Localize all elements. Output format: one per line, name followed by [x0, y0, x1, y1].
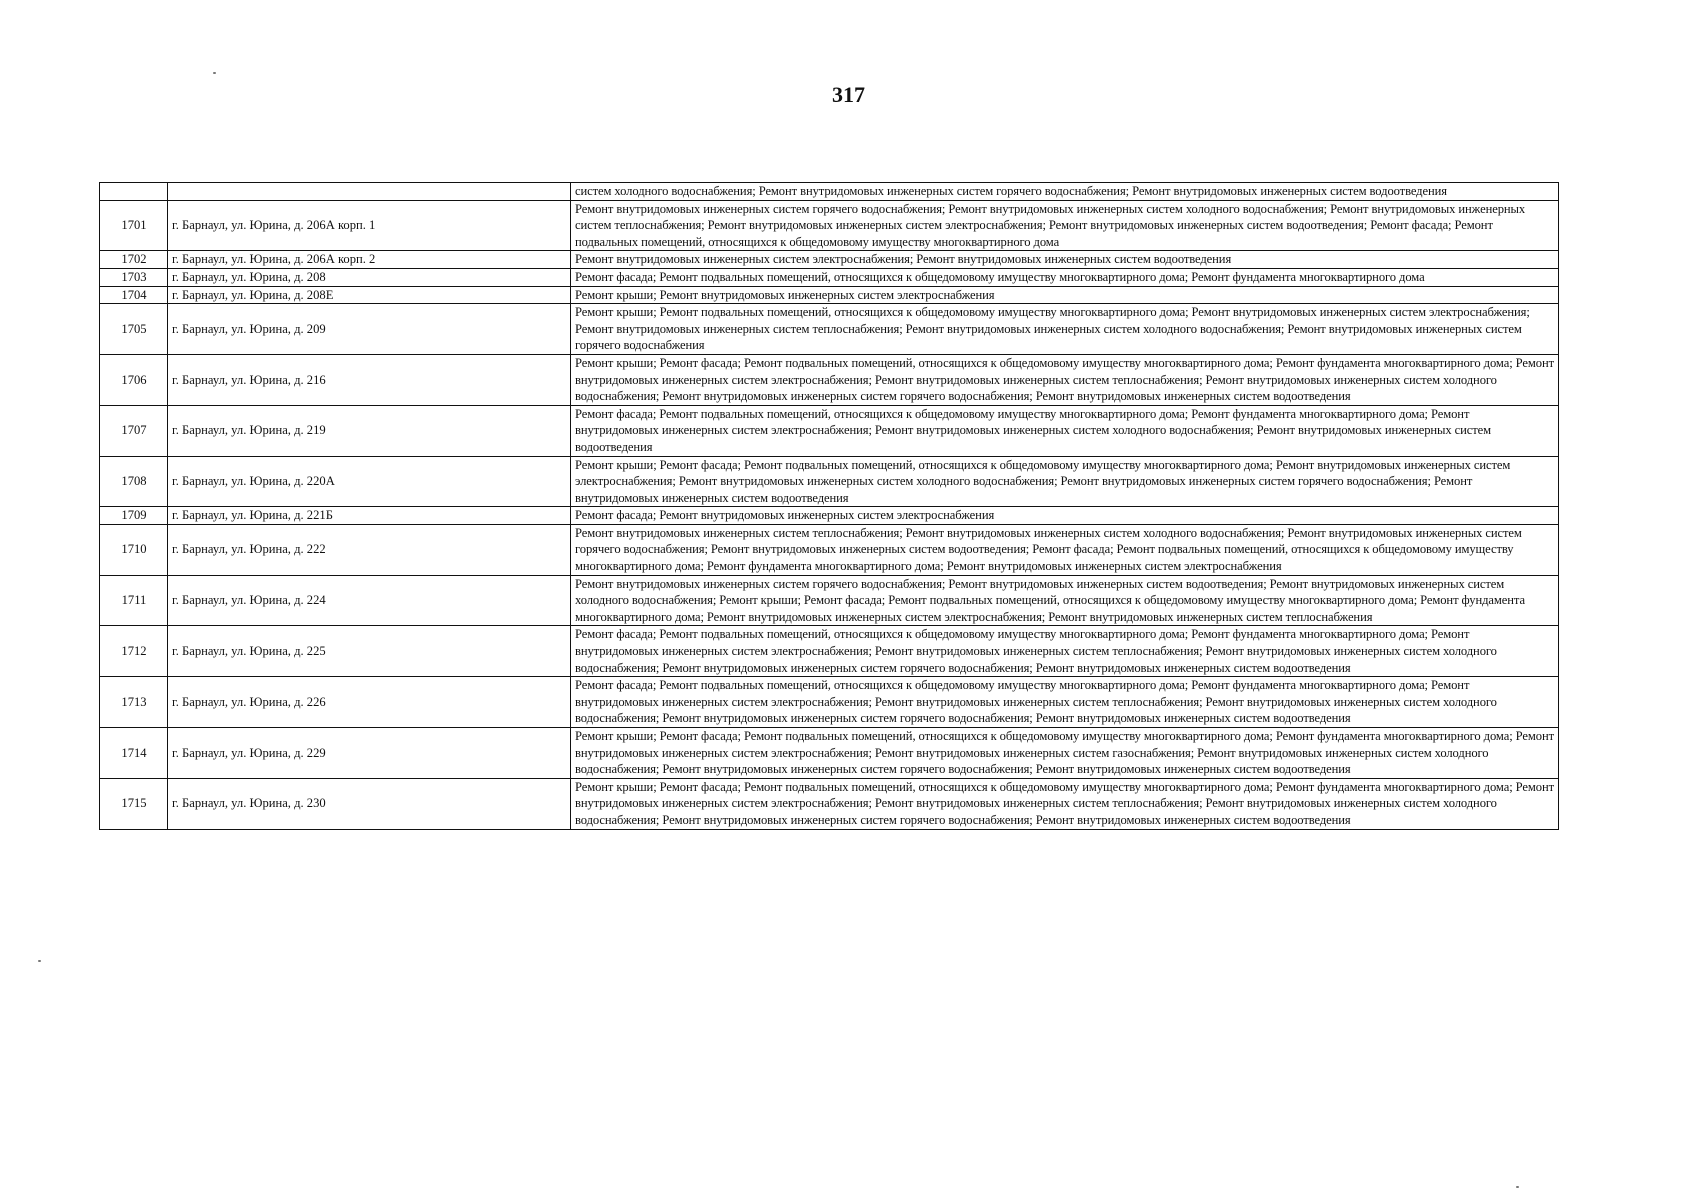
table-row: [100, 354, 1559, 405]
row-number: 1708: [100, 456, 168, 507]
table-row: [100, 251, 1559, 269]
table-row: [100, 456, 1559, 507]
row-works: Ремонт фасада; Ремонт подвальных помещений, относящихся к общедомовому имуществу многоквартирного дома; Ремонт фундамента многоквартирного дома; Ремонт внутридомовых инженерных систем электроснабжения; Ремонт внутридомовых инженерных систем холодного водоснабжения; Ремонт внутридомовых инженерных систем водоотведения: [571, 405, 1559, 456]
table-row: [100, 405, 1559, 456]
row-number: 1706: [100, 354, 168, 405]
table-row: [100, 304, 1559, 355]
row-address: г. Барнаул, ул. Юрина, д. 220А: [168, 456, 571, 507]
row-address: г. Барнаул, ул. Юрина, д. 226: [168, 677, 571, 728]
row-works: Ремонт крыши; Ремонт фасада; Ремонт подвальных помещений, относящихся к общедомовому имуществу многоквартирного дома; Ремонт фундамента многоквартирного дома; Ремонт внутридомовых инженерных систем электроснабжения; Ремонт внутридомовых инженерных систем теплоснабжения; Ремонт внутридомовых инженерных систем холодного водоснабжения; Ремонт внутридомовых инженерных систем горячего водоснабжения; Ремонт внутридомовых инженерных систем водоотведения: [571, 354, 1559, 405]
row-address: г. Барнаул, ул. Юрина, д. 224: [168, 575, 571, 626]
row-works: Ремонт внутридомовых инженерных систем горячего водоснабжения; Ремонт внутридомовых инженерных систем холодного водоснабжения; Ремонт внутридомовых инженерных систем теплоснабжения; Ремонт внутридомовых инженерных систем электроснабжения; Ремонт внутридомовых инженерных систем водоотведения; Ремонт фасада; Ремонт подвальных помещений, относящихся к общедомовому имуществу многоквартирного дома: [571, 200, 1559, 251]
table-row: [100, 200, 1559, 251]
table-row: [100, 677, 1559, 728]
row-number: 1714: [100, 728, 168, 779]
row-number: 1702: [100, 251, 168, 269]
table-row: [100, 286, 1559, 304]
row-works: Ремонт внутридомовых инженерных систем горячего водоснабжения; Ремонт внутридомовых инженерных систем водоотведения; Ремонт внутридомовых инженерных систем холодного водоснабжения; Ремонт крыши; Ремонт фасада; Ремонт подвальных помещений, относящихся к общедомовому имуществу многоквартирного дома; Ремонт фундамента многоквартирного дома; Ремонт внутридомовых инженерных систем электроснабжения; Ремонт внутридомовых инженерных систем теплоснабжения: [571, 575, 1559, 626]
table-row: [100, 575, 1559, 626]
table-row: [100, 524, 1559, 575]
row-address: [168, 183, 571, 201]
row-number: 1704: [100, 286, 168, 304]
scan-speck: [1516, 1186, 1519, 1188]
row-number: 1703: [100, 268, 168, 286]
row-address: г. Барнаул, ул. Юрина, д. 206А корп. 1: [168, 200, 571, 251]
row-address: г. Барнаул, ул. Юрина, д. 208Е: [168, 286, 571, 304]
row-works: Ремонт фасада; Ремонт подвальных помещений, относящихся к общедомовому имуществу многоквартирного дома; Ремонт фундамента многоквартирного дома; Ремонт внутридомовых инженерных систем электроснабжения; Ремонт внутридомовых инженерных систем теплоснабжения; Ремонт внутридомовых инженерных систем холодного водоснабжения; Ремонт внутридомовых инженерных систем горячего водоснабжения; Ремонт внутридомовых инженерных систем водоотведения: [571, 677, 1559, 728]
row-number: [100, 183, 168, 201]
row-number: 1707: [100, 405, 168, 456]
repair-works-table-container: [99, 182, 1558, 830]
row-address: г. Барнаул, ул. Юрина, д. 216: [168, 354, 571, 405]
row-address: г. Барнаул, ул. Юрина, д. 222: [168, 524, 571, 575]
row-number: 1701: [100, 200, 168, 251]
row-address: г. Барнаул, ул. Юрина, д. 221Б: [168, 507, 571, 525]
row-works: Ремонт внутридомовых инженерных систем электроснабжения; Ремонт внутридомовых инженерных систем водоотведения: [571, 251, 1559, 269]
row-number: 1711: [100, 575, 168, 626]
row-address: г. Барнаул, ул. Юрина, д. 229: [168, 728, 571, 779]
table-row: [100, 626, 1559, 677]
row-works: Ремонт крыши; Ремонт внутридомовых инженерных систем электроснабжения: [571, 286, 1559, 304]
row-works: Ремонт фасада; Ремонт внутридомовых инженерных систем электроснабжения: [571, 507, 1559, 525]
row-address: г. Барнаул, ул. Юрина, д. 230: [168, 778, 571, 829]
row-works: Ремонт крыши; Ремонт фасада; Ремонт подвальных помещений, относящихся к общедомовому имуществу многоквартирного дома; Ремонт фундамента многоквартирного дома; Ремонт внутридомовых инженерных систем электроснабжения; Ремонт внутридомовых инженерных систем газоснабжения; Ремонт внутридомовых инженерных систем холодного водоснабжения; Ремонт внутридомовых инженерных систем горячего водоснабжения; Ремонт внутридомовых инженерных систем водоотведения: [571, 728, 1559, 779]
row-works: Ремонт крыши; Ремонт фасада; Ремонт подвальных помещений, относящихся к общедомовому имуществу многоквартирного дома; Ремонт фундамента многоквартирного дома; Ремонт внутридомовых инженерных систем электроснабжения; Ремонт внутридомовых инженерных систем теплоснабжения; Ремонт внутридомовых инженерных систем холодного водоснабжения; Ремонт внутридомовых инженерных систем горячего водоснабжения; Ремонт внутридомовых инженерных систем водоотведения: [571, 778, 1559, 829]
row-works: Ремонт крыши; Ремонт подвальных помещений, относящихся к общедомовому имуществу многоквартирного дома; Ремонт внутридомовых инженерных систем электроснабжения; Ремонт внутридомовых инженерных систем теплоснабжения; Ремонт внутридомовых инженерных систем холодного водоснабжения; Ремонт внутридомовых инженерных систем горячего водоснабжения: [571, 304, 1559, 355]
repair-works-table: [99, 182, 1559, 830]
table-row: [100, 778, 1559, 829]
row-number: 1705: [100, 304, 168, 355]
row-address: г. Барнаул, ул. Юрина, д. 225: [168, 626, 571, 677]
scan-speck: [38, 960, 41, 962]
row-works: Ремонт фасада; Ремонт подвальных помещений, относящихся к общедомовому имуществу многоквартирного дома; Ремонт фундамента многоквартирного дома: [571, 268, 1559, 286]
row-works: систем холодного водоснабжения; Ремонт внутридомовых инженерных систем горячего водоснабжения; Ремонт внутридомовых инженерных систем водоотведения: [571, 183, 1559, 201]
row-works: Ремонт фасада; Ремонт подвальных помещений, относящихся к общедомовому имуществу многоквартирного дома; Ремонт фундамента многоквартирного дома; Ремонт внутридомовых инженерных систем электроснабжения; Ремонт внутридомовых инженерных систем теплоснабжения; Ремонт внутридомовых инженерных систем холодного водоснабжения; Ремонт внутридомовых инженерных систем горячего водоснабжения; Ремонт внутридомовых инженерных систем водоотведения: [571, 626, 1559, 677]
table-row: [100, 728, 1559, 779]
row-address: г. Барнаул, ул. Юрина, д. 219: [168, 405, 571, 456]
table-body: [100, 183, 1559, 830]
row-number: 1712: [100, 626, 168, 677]
row-works: Ремонт внутридомовых инженерных систем теплоснабжения; Ремонт внутридомовых инженерных систем холодного водоснабжения; Ремонт внутридомовых инженерных систем горячего водоснабжения; Ремонт внутридомовых инженерных систем водоотведения; Ремонт фасада; Ремонт подвальных помещений, относящихся к общедомовому имуществу многоквартирного дома; Ремонт фундамента многоквартирного дома; Ремонт внутридомовых инженерных систем электроснабжения: [571, 524, 1559, 575]
row-address: г. Барнаул, ул. Юрина, д. 209: [168, 304, 571, 355]
row-address: г. Барнаул, ул. Юрина, д. 208: [168, 268, 571, 286]
row-number: 1709: [100, 507, 168, 525]
row-number: 1713: [100, 677, 168, 728]
table-row: [100, 268, 1559, 286]
row-number: 1710: [100, 524, 168, 575]
row-number: 1715: [100, 778, 168, 829]
table-row: [100, 183, 1559, 201]
page-number: 317: [832, 82, 865, 107]
row-works: Ремонт крыши; Ремонт фасада; Ремонт подвальных помещений, относящихся к общедомовому имуществу многоквартирного дома; Ремонт внутридомовых инженерных систем электроснабжения; Ремонт внутридомовых инженерных систем холодного водоснабжения; Ремонт внутридомовых инженерных систем горячего водоснабжения; Ремонт внутридомовых инженерных систем водоотведения: [571, 456, 1559, 507]
scan-speck: [213, 72, 216, 74]
row-address: г. Барнаул, ул. Юрина, д. 206А корп. 2: [168, 251, 571, 269]
table-row: [100, 507, 1559, 525]
